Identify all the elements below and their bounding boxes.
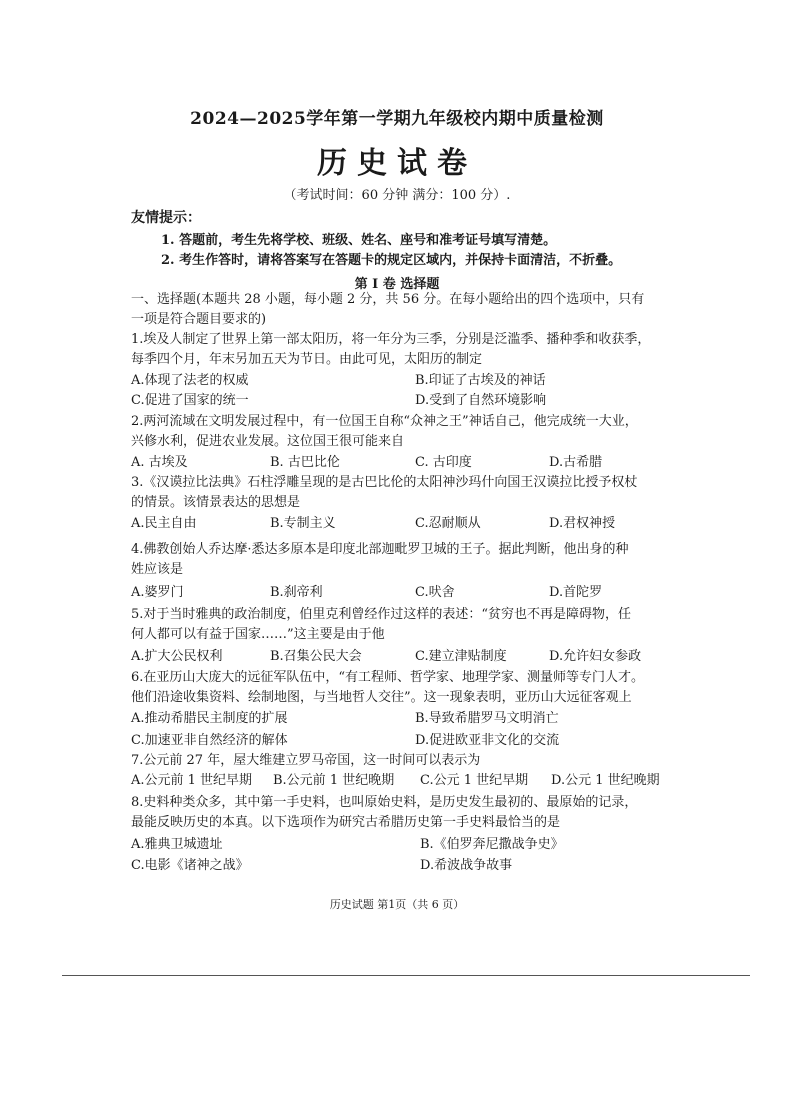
tip-item: 1. 答题前，考生先将学校、班级、姓名、座号和准考证号填写清楚。	[161, 233, 557, 248]
option-d: D.公元 1 世纪晚期	[551, 773, 660, 788]
option-a: A.民主自由	[131, 516, 197, 531]
exam-meta: （考试时间：60 分钟 满分：100 分）.	[283, 188, 511, 203]
option-c: C. 古印度	[415, 455, 472, 470]
option-c: C.促进了国家的统一	[131, 393, 249, 408]
option-a: A.雅典卫城遗址	[131, 837, 223, 852]
option-b: B.导致希腊罗马文明消亡	[415, 711, 559, 726]
question-stem: 的情景。该情景表达的思想是	[131, 495, 301, 510]
section-instructions: 一项是符合题目要求的)	[131, 312, 267, 327]
option-a: A.扩大公民权利	[131, 649, 223, 664]
option-c: C.忍耐顺从	[415, 516, 481, 531]
question-stem: 他们沿途收集资料、绘制地图，与当地哲人交往”。这一现象表明，亚历山大远征客观上	[131, 690, 632, 705]
option-b: B.专制主义	[270, 516, 336, 531]
option-c: C.公元 1 世纪早期	[420, 773, 529, 788]
option-a: A.推动希腊民主制度的扩展	[131, 711, 288, 726]
option-d: D.君权神授	[549, 516, 616, 531]
option-c: C.电影《诸神之战》	[131, 858, 249, 873]
option-d: D.希波战争故事	[420, 858, 513, 873]
option-b: B. 古巴比伦	[270, 455, 340, 470]
page-footer: 历史试题 第1页（共 6 页）	[329, 898, 465, 911]
option-b: B.刹帝利	[270, 585, 323, 600]
section-title: 第 I 卷 选择题	[354, 277, 440, 292]
question-stem: 何人都可以有益于国家……”这主要是由于他	[131, 627, 385, 642]
option-d: D.古希腊	[549, 455, 603, 470]
subject-title: 历史试卷	[317, 146, 477, 181]
exam-title: 2024—2025学年第一学期九年级校内期中质量检测	[190, 109, 604, 129]
option-c: C.吠舍	[415, 585, 455, 600]
question-stem: 2.两河流域在文明发展过程中，有一位国王自称“众神之王”神话自己，他完成统一大业，	[131, 414, 638, 429]
option-d: D.受到了自然环境影响	[415, 393, 547, 408]
question-stem: 5.对于当时雅典的政治制度，伯里克利曾经作过这样的表述：“贫穷也不再是障碍物，任	[131, 607, 632, 622]
option-a: A.体现了法老的权威	[131, 373, 249, 388]
option-b: B.《伯罗奔尼撒战争史》	[420, 837, 564, 852]
option-b: B.召集公民大会	[270, 649, 362, 664]
option-a: A. 古埃及	[131, 455, 188, 470]
option-d: D.允许妇女参政	[549, 649, 642, 664]
question-stem: 4.佛教创始人乔达摩·悉达多原本是印度北部迦毗罗卫城的王子。据此判断，他出身的种	[131, 542, 629, 557]
option-c: C.建立津贴制度	[415, 649, 507, 664]
question-stem: 6.在亚历山大庞大的远征军队伍中，“有工程师、哲学家、地理学家、测量师等专门人才。	[131, 670, 645, 685]
option-d: D.促进欧亚非文化的交流	[415, 733, 560, 748]
tip-item: 2. 考生作答时，请将答案写在答题卡的规定区域内，并保持卡面清洁，不折叠。	[161, 253, 622, 268]
question-stem: 每季四个月，年末另加五天为节日。由此可见，太阳历的制定	[131, 352, 483, 367]
option-a: A.婆罗门	[131, 585, 184, 600]
option-c: C.加速亚非自然经济的解体	[131, 733, 288, 748]
tips-heading: 友情提示：	[131, 210, 201, 226]
option-b: B.公元前 1 世纪晚期	[273, 773, 395, 788]
question-stem: 3.《汉谟拉比法典》石柱浮雕呈现的是古巴比伦的太阳神沙玛什向国王汉谟拉比授予权杖	[131, 475, 638, 490]
question-stem: 姓应该是	[131, 562, 184, 577]
question-stem: 1.埃及人制定了世界上第一部太阳历，将一年分为三季，分别是泛滥季、播种季和收获季，	[131, 332, 651, 347]
question-stem: 8.史料种类众多，其中第一手史料，也叫原始史料，是历史发生最初的、最原始的记录，	[131, 795, 638, 810]
question-stem: 最能反映历史的本真。以下选项作为研究古希腊历史第一手史料最恰当的是	[131, 815, 561, 830]
option-d: D.首陀罗	[549, 585, 603, 600]
option-b: B.印证了古埃及的神话	[415, 373, 546, 388]
divider	[62, 975, 750, 976]
section-instructions: 一、选择题(本题共 28 小题，每小题 2 分，共 56 分。在每小题给出的四个选项中，只有	[131, 292, 645, 307]
question-stem: 兴修水利，促进农业发展。这位国王很可能来自	[131, 434, 405, 449]
option-a: A.公元前 1 世纪早期	[131, 773, 253, 788]
question-stem: 7.公元前 27 年，屋大维建立罗马帝国，这一时间可以表示为	[131, 753, 481, 768]
